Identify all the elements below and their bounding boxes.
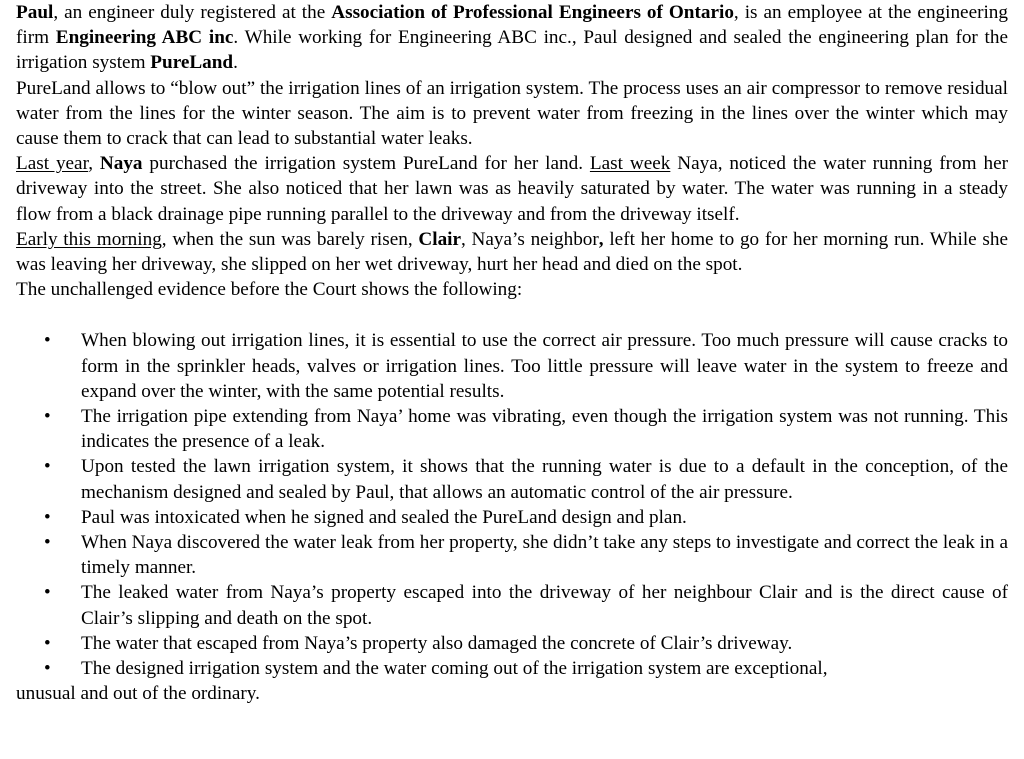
name-clair: Clair	[418, 228, 462, 250]
bullet-icon: •	[44, 532, 51, 554]
spacer	[16, 302, 1008, 328]
bullet-icon: •	[44, 506, 51, 528]
list-item-text: When blowing out irrigation lines, it is essential to use the correct air pressure. Too much pressure will cause cracks to form in the sprinkler heads, valves or irrigation lines. Too little pressure will leave water in the system to freeze and expand over the winter, with the same potential results.	[81, 330, 1008, 402]
list-item	[16, 505, 1008, 530]
list-item-text-continued: unusual and out of the ordinary.	[16, 683, 260, 705]
list-item-text: The water that escaped from Naya’s property also damaged the concrete of Clair’s driveway.	[81, 632, 793, 654]
bullet-icon: •	[44, 406, 51, 428]
evidence-list	[16, 328, 1008, 706]
list-item	[16, 328, 1008, 404]
underlined-early-this-morning: Early this morning	[16, 228, 162, 250]
list-item	[16, 454, 1008, 504]
text: purchased the irrigation system PureLand for her land.	[142, 153, 590, 175]
list-item	[16, 530, 1008, 580]
paragraph-evidence-intro: The unchallenged evidence before the Court shows the following:	[16, 279, 523, 301]
firm-name: Engineering ABC inc	[55, 27, 234, 49]
text: , when the sun was barely risen,	[161, 228, 419, 250]
text: ,	[88, 153, 100, 175]
bullet-icon: •	[44, 658, 51, 680]
paragraph-intro	[16, 0, 1008, 76]
text: .	[233, 52, 238, 74]
text: , is an employee at the engineering firm	[16, 2, 1008, 49]
list-item	[16, 656, 1008, 706]
text: . While working for Engineering ABC inc., Paul designed and sealed the engineering plan for the irrigation system	[16, 27, 1008, 74]
paragraph-pureland: PureLand allows to “blow out” the irrigation lines of an irrigation system. The process uses an air compressor to remove residual water from the lines for the winter season. The aim is to prevent water from freezing in the lines over the winter which may cause them to crack that can lead to substantial water leaks.	[16, 77, 1008, 150]
paragraph-naya	[16, 151, 1008, 227]
text: Naya, noticed the water running from her driveway into the street. She also noticed that her lawn was as heavily saturated by water. The water was running in a steady flow from a black drainage pipe running parallel to the driveway and from the driveway itself.	[16, 153, 1008, 225]
bold-comma: ,	[598, 228, 604, 250]
list-item-text: The leaked water from Naya’s property escaped into the driveway of her neighbour Clair and is the direct cause of Clair’s slipping and death on the spot.	[81, 582, 1008, 629]
list-item	[16, 580, 1008, 630]
list-item-text: The designed irrigation system and the water coming out of the irrigation system are exceptional,	[81, 658, 828, 680]
list-item-text: The irrigation pipe extending from Naya’ home was vibrating, even though the irrigation system was not running. This indicates the presence of a leak.	[81, 406, 1008, 453]
list-item	[16, 404, 1008, 454]
paragraph-clair	[16, 227, 1008, 277]
org-name: Association of Professional Engineers of Ontario	[331, 2, 734, 23]
underlined-last-week: Last week	[589, 153, 671, 175]
list-item-text: Paul was intoxicated when he signed and sealed the PureLand design and plan.	[81, 506, 687, 528]
bullet-icon: •	[44, 582, 51, 604]
name-naya: Naya	[99, 153, 143, 175]
name-paul: Paul	[16, 2, 54, 23]
text: , Naya’s neighbor	[461, 228, 599, 250]
text: , an engineer duly registered at the	[53, 2, 332, 23]
bullet-icon: •	[44, 632, 51, 654]
system-name: PureLand	[150, 52, 234, 74]
bullet-icon: •	[44, 330, 51, 352]
list-item	[16, 631, 1008, 656]
list-item-text: Upon tested the lawn irrigation system, it shows that the running water is due to a default in the conception, of the mechanism designed and sealed by Paul, that allows an automatic control of the air pressure.	[81, 456, 1008, 503]
bullet-icon: •	[44, 456, 51, 478]
underlined-last-year: Last year	[16, 153, 89, 175]
text: left her home to go for her morning run. While she was leaving her driveway, she slipped on her wet driveway, hurt her head and died on the spot.	[16, 228, 1009, 276]
list-item-text: When Naya discovered the water leak from her property, she didn’t take any steps to investigate and correct the leak in a timely manner.	[81, 532, 1008, 579]
